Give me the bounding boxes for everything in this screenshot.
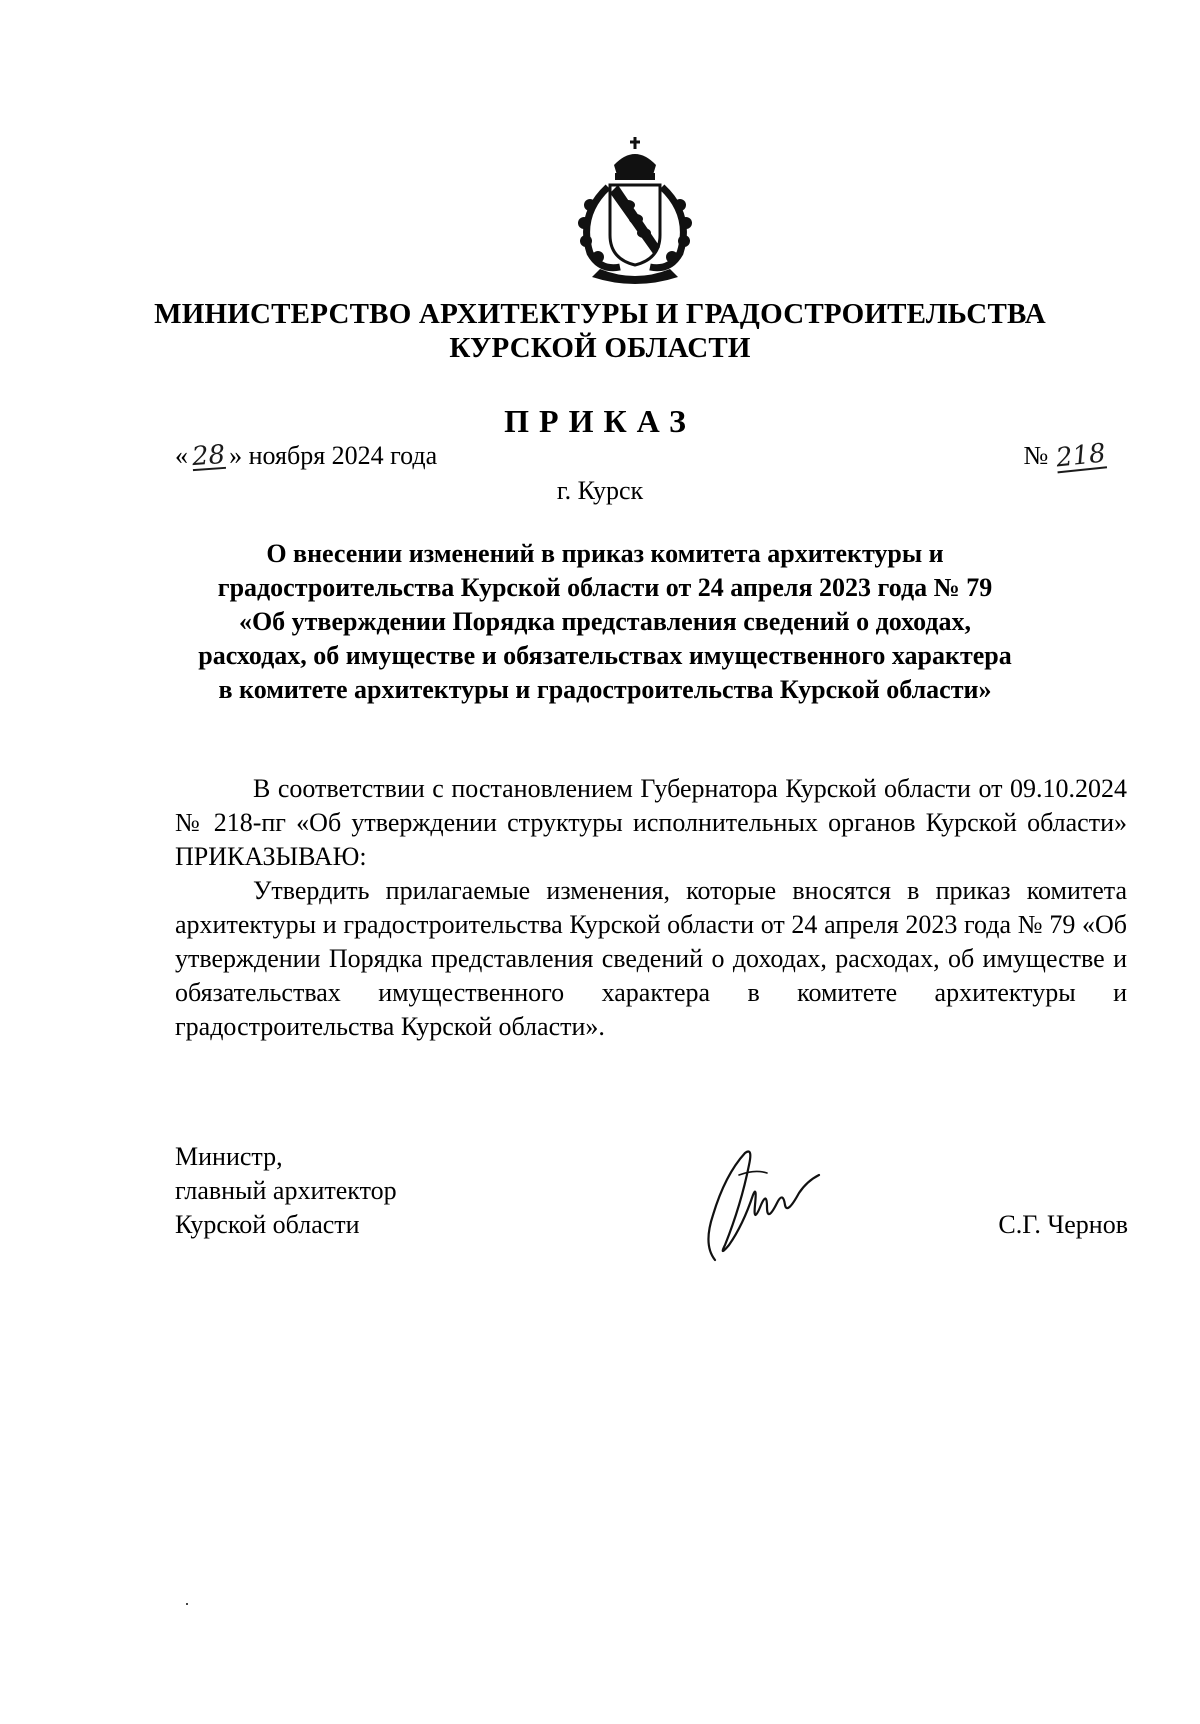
order-title: ПРИКАЗ <box>504 403 696 439</box>
signer-position <box>175 1140 397 1242</box>
order-number <box>1024 440 1112 472</box>
number-prefix: № <box>1023 441 1049 470</box>
signature-icon <box>695 1145 825 1265</box>
order-city: г. Курск <box>556 476 644 505</box>
order-date <box>175 440 437 472</box>
date-open-quote: « <box>175 441 188 470</box>
date-month-year: » ноября 2024 года <box>229 441 438 470</box>
number-value-handwritten: 218 <box>1054 438 1108 474</box>
scan-speck <box>186 1603 188 1605</box>
coat-of-arms-icon <box>560 135 710 285</box>
signer-position-line: главный архитектор <box>175 1176 397 1205</box>
subject-line: расходах, об имуществе и обязательствах имущественного характера <box>198 641 1012 670</box>
ministry-name-line2: КУРСКОЙ ОБЛАСТИ <box>449 332 751 364</box>
subject-line: в комитете архитектуры и градостроительства Курской области» <box>218 675 992 704</box>
body-paragraph: Утвердить прилагаемые изменения, которые вносятся в приказ комитета архитектуры и градостроительства Курской области от 24 апреля 2023 года № 79 «Об утверждении Порядка представления сведений о доходах, расходах, об имуществе и обязательствах имущественного характера в комитете архитектуры и градостроительства Курской области». <box>175 876 1127 1041</box>
ministry-name-line1: МИНИСТЕРСТВО АРХИТЕКТУРЫ И ГРАДОСТРОИТЕЛЬСТВА <box>154 298 1046 330</box>
signer-name: С.Г. Чернов <box>998 1210 1128 1239</box>
subject-line: «Об утверждении Порядка представления сведений о доходах, <box>238 607 972 636</box>
date-day-handwritten: 28 <box>190 439 227 473</box>
body-paragraph: В соответствии с постановлением Губернатора Курской области от 09.10.2024 № 218-пг «Об утверждении структуры исполнительных органов Курской области» ПРИКАЗЫВАЮ: <box>175 774 1127 871</box>
order-subject <box>170 537 1040 707</box>
subject-line: градостроительства Курской области от 24 апреля 2023 года № 79 <box>217 573 993 602</box>
signer-position-line: Курской области <box>175 1210 360 1239</box>
signer-position-line: Министр, <box>175 1142 283 1171</box>
subject-line: О внесении изменений в приказ комитета архитектуры и <box>266 539 944 568</box>
order-body <box>175 772 1127 1044</box>
ministry-name <box>0 297 1200 365</box>
